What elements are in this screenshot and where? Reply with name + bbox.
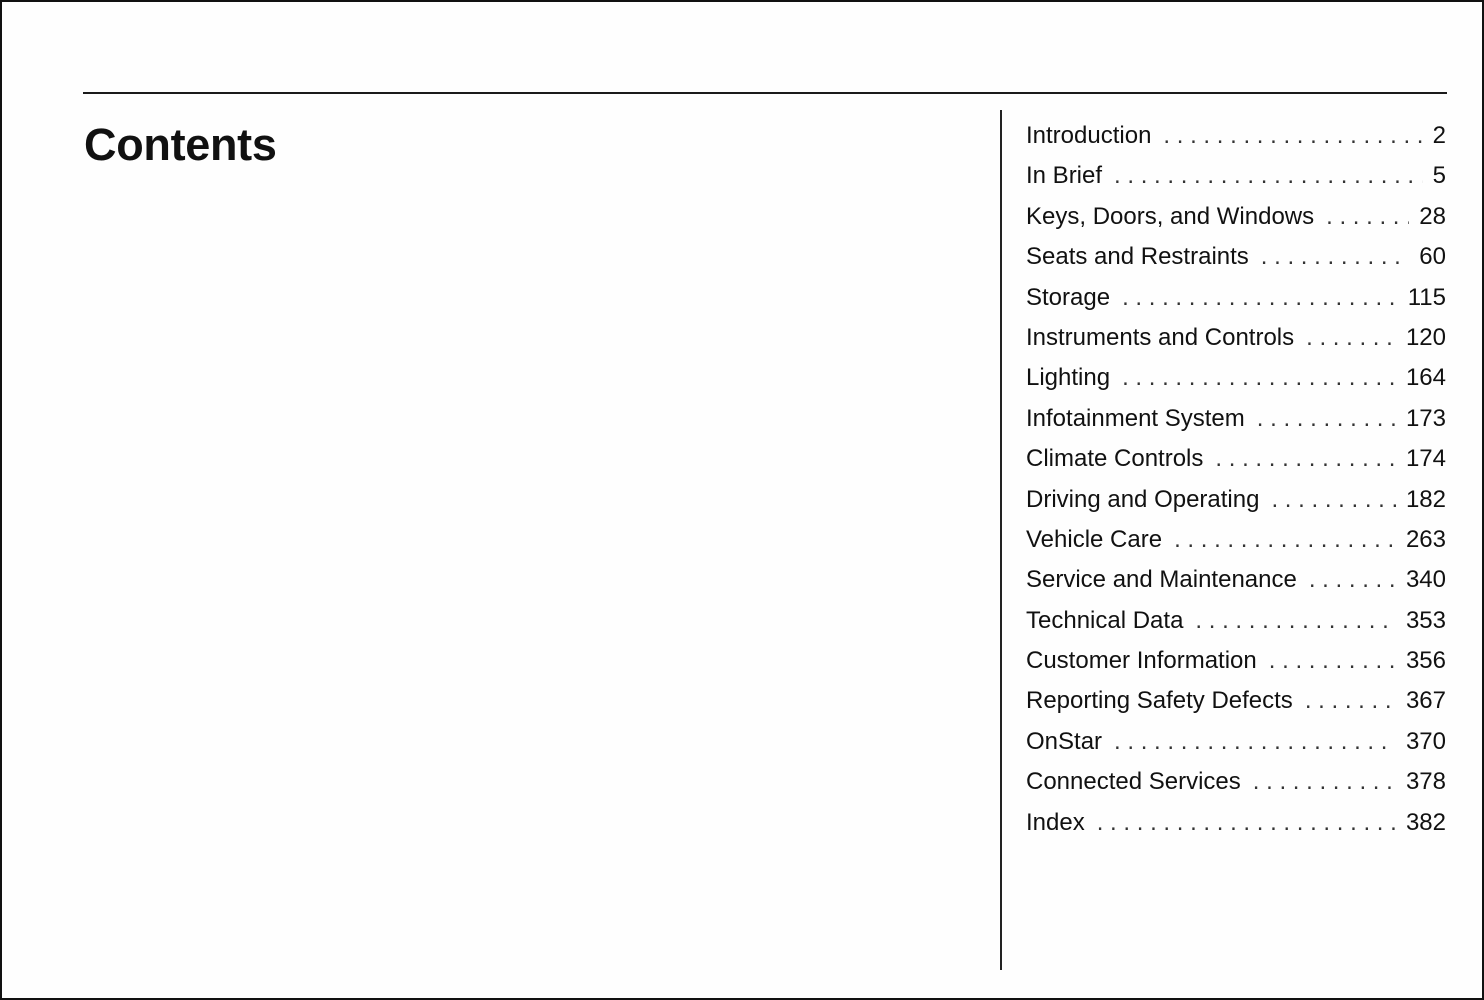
toc-dot-leader (1174, 520, 1396, 560)
toc-entry-page-number: 263 (1405, 525, 1446, 553)
toc-entry-label: Keys, Doors, and Windows (1026, 202, 1315, 230)
toc-dot-leader (1195, 601, 1396, 641)
toc-entry-label: Technical Data (1026, 606, 1184, 634)
toc-dot-leader (1122, 358, 1396, 398)
column-divider (1000, 110, 1002, 970)
toc-entry-label: Customer Information (1026, 647, 1257, 675)
toc-entry-page-number: 2 (1432, 122, 1446, 149)
toc-entry-label: Vehicle Care (1026, 525, 1163, 553)
toc-entry-page-number: 367 (1405, 687, 1446, 715)
toc-entry-page-number: 174 (1405, 445, 1446, 473)
toc-dot-leader (1122, 278, 1398, 318)
toc-entry-label: Seats and Restraints (1026, 243, 1249, 271)
toc-entry-label: In Brief (1026, 162, 1103, 190)
toc-entry[interactable] (1026, 681, 1446, 721)
toc-dot-leader (1306, 318, 1396, 358)
header-rule (83, 92, 1447, 94)
toc-entry[interactable] (1026, 318, 1446, 358)
toc-entry[interactable] (1026, 803, 1446, 843)
toc-entry-page-number: 356 (1405, 647, 1446, 675)
toc-dot-leader (1309, 560, 1396, 600)
toc-entry-page-number: 182 (1405, 485, 1446, 513)
toc-entry-label: Introduction (1026, 122, 1152, 149)
toc-entry-page-number: 173 (1405, 404, 1446, 432)
toc-entry[interactable] (1026, 399, 1446, 439)
toc-entry-page-number: 340 (1405, 566, 1446, 594)
toc-entry-page-number: 164 (1405, 364, 1446, 392)
toc-dot-leader (1114, 722, 1396, 762)
toc-entry[interactable] (1026, 439, 1446, 479)
toc-dot-leader (1097, 803, 1396, 843)
toc-dot-leader (1163, 116, 1422, 156)
toc-entry[interactable] (1026, 722, 1446, 762)
toc-entry-label: Storage (1026, 283, 1111, 311)
toc-entry-page-number: 378 (1405, 768, 1446, 796)
toc-entry[interactable] (1026, 358, 1446, 398)
toc-entry[interactable] (1026, 116, 1446, 156)
toc-entry-label: Connected Services (1026, 768, 1241, 796)
toc-entry-label: Index (1026, 808, 1085, 836)
toc-entry[interactable] (1026, 560, 1446, 600)
toc-dot-leader (1261, 237, 1410, 277)
toc-entry-page-number: 370 (1405, 727, 1446, 755)
toc-dot-leader (1305, 681, 1396, 721)
toc-entry[interactable] (1026, 641, 1446, 681)
toc-entry[interactable] (1026, 762, 1446, 802)
toc-entry-label: Instruments and Controls (1026, 323, 1295, 351)
toc-dot-leader (1114, 156, 1423, 196)
toc-entry[interactable] (1026, 480, 1446, 520)
toc-entry-page-number: 28 (1419, 202, 1446, 230)
toc-entry[interactable] (1026, 601, 1446, 641)
toc-entry[interactable] (1026, 156, 1446, 196)
toc-entry-page-number: 382 (1405, 808, 1446, 836)
toc-entry-label: Climate Controls (1026, 445, 1204, 473)
toc-entry-page-number: 60 (1419, 243, 1446, 271)
toc-dot-leader (1271, 480, 1395, 520)
toc-entry[interactable] (1026, 197, 1446, 237)
toc-entry-page-number: 120 (1405, 323, 1446, 351)
page-title: Contents (84, 119, 277, 170)
toc-entry[interactable] (1026, 520, 1446, 560)
toc-entry[interactable] (1026, 278, 1446, 318)
toc-entry-page-number: 5 (1432, 162, 1446, 190)
toc-entry-label: OnStar (1026, 727, 1103, 755)
toc-entry-label: Reporting Safety Defects (1026, 687, 1293, 715)
toc-dot-leader (1253, 762, 1396, 802)
toc-dot-leader (1269, 641, 1396, 681)
toc-entry-label: Service and Maintenance (1026, 566, 1297, 594)
toc-entry-page-number: 115 (1407, 283, 1446, 311)
toc-entry-page-number: 353 (1405, 606, 1446, 634)
toc-entry-label: Driving and Operating (1026, 485, 1260, 513)
toc-entry-label: Infotainment System (1026, 404, 1245, 432)
toc-dot-leader (1215, 439, 1396, 479)
toc-entry-label: Lighting (1026, 364, 1111, 392)
table-of-contents (1026, 116, 1446, 843)
toc-dot-leader (1257, 399, 1396, 439)
toc-dot-leader (1326, 197, 1409, 237)
toc-entry[interactable] (1026, 237, 1446, 277)
